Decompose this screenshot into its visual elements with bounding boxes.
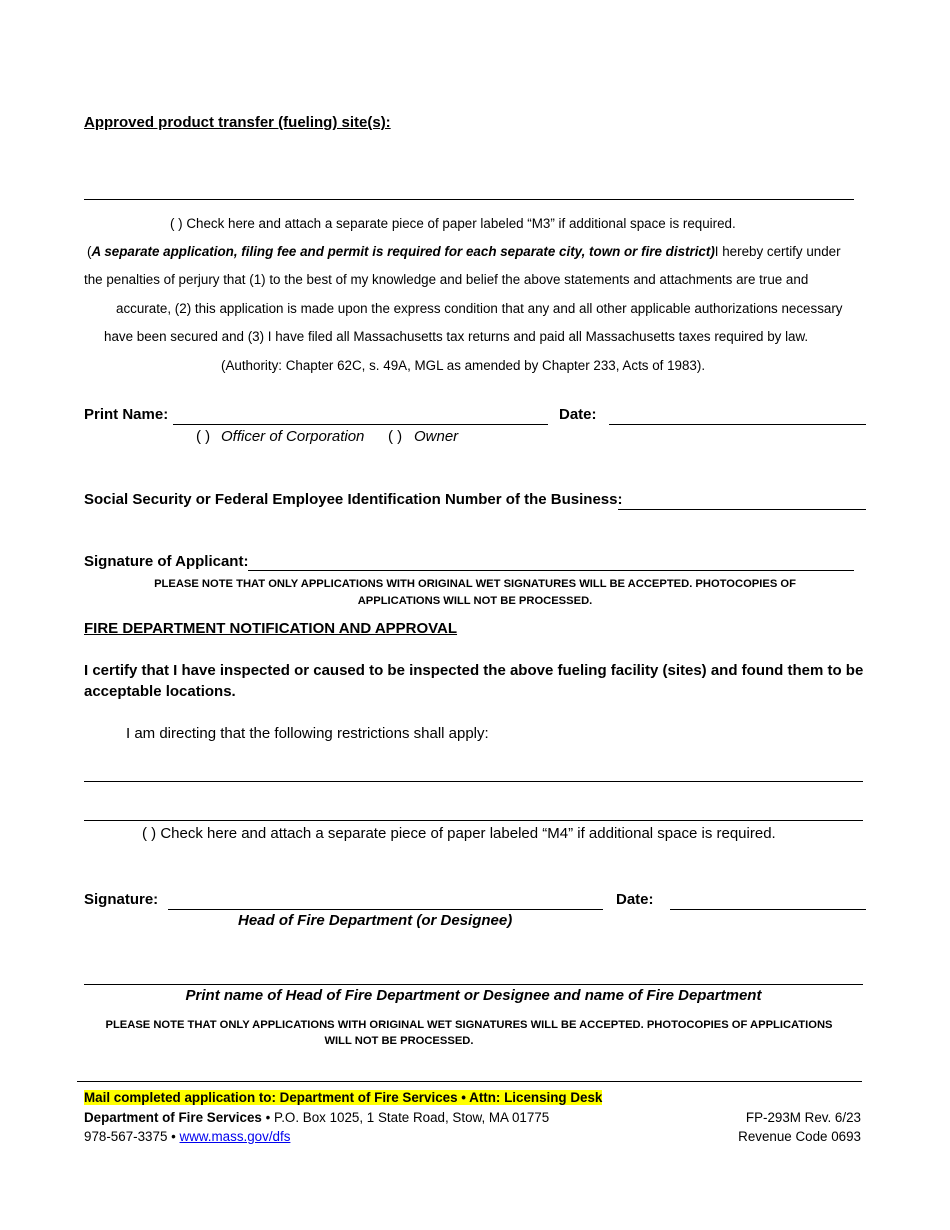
head-fire-dept-caption: Head of Fire Department (or Designee) bbox=[238, 912, 513, 929]
dept-name: Department of Fire Services bbox=[84, 1110, 262, 1125]
ssn-field[interactable] bbox=[618, 509, 866, 510]
applicant-date-field[interactable] bbox=[609, 424, 866, 425]
mail-to-banner: Mail completed application to: Department of Fire Services • Attn: Licensing Desk bbox=[84, 1090, 603, 1105]
fire-signature-label: Signature: bbox=[84, 891, 159, 908]
fire-date-label: Date: bbox=[616, 891, 654, 908]
footer-divider bbox=[77, 1081, 862, 1082]
certify-line-4: have been secured and (3) I have filed all Massachusetts tax returns and paid all Massachusetts taxes required by law. bbox=[104, 329, 809, 344]
fire-notice-line-1: PLEASE NOTE THAT ONLY APPLICATIONS WITH ORIGINAL WET SIGNATURES WILL BE ACCEPTED. PHOTOCOPIES OF APPLICATIONS bbox=[105, 1019, 833, 1031]
applicant-notice-line-1: PLEASE NOTE THAT ONLY APPLICATIONS WITH ORIGINAL WET SIGNATURES WILL BE ACCEPTED. PHOTOCOPIES OF bbox=[154, 578, 796, 590]
applicant-date-label: Date: bbox=[559, 406, 597, 423]
owner-label: Owner bbox=[414, 428, 459, 445]
sites-heading: Approved product transfer (fueling) site(s): bbox=[84, 114, 391, 131]
certify-line1-rest: I hereby certify under bbox=[714, 244, 841, 259]
sites-entry-line[interactable] bbox=[84, 199, 854, 200]
restrictions-text: I am directing that the following restrictions shall apply: bbox=[126, 725, 489, 742]
fire-dept-heading: FIRE DEPARTMENT NOTIFICATION AND APPROVAL bbox=[84, 620, 458, 637]
checkbox-m4-text[interactable]: ( ) Check here and attach a separate piece of paper labeled “M4” if additional space is required. bbox=[142, 825, 776, 842]
fire-certify-line-2: acceptable locations. bbox=[84, 683, 236, 700]
fire-signature-field[interactable] bbox=[168, 909, 603, 910]
checkbox-m3-text[interactable]: ( ) Check here and attach a separate piece of paper labeled “M3” if additional space is required. bbox=[170, 216, 736, 231]
restrictions-line-1[interactable] bbox=[84, 781, 863, 782]
footer-address-line bbox=[84, 1110, 549, 1125]
print-name-field[interactable] bbox=[173, 424, 548, 425]
restrictions-line-2[interactable] bbox=[84, 820, 863, 821]
form-number: FP-293M Rev. 6/23 bbox=[745, 1110, 861, 1125]
owner-checkbox[interactable]: ( ) bbox=[388, 428, 403, 445]
dept-website-link[interactable]: www.mass.gov/dfs bbox=[179, 1129, 291, 1144]
applicant-notice-line-2: APPLICATIONS WILL NOT BE PROCESSED. bbox=[357, 595, 593, 607]
fire-print-name-caption: Print name of Head of Fire Department or Designee and name of Fire Department bbox=[185, 987, 762, 1004]
separate-app-emphasis: A separate application, filing fee and permit is required for each separate city, town or fire district) bbox=[91, 244, 715, 259]
separate-app-paren: ( bbox=[87, 244, 92, 259]
fire-date-field[interactable] bbox=[670, 909, 866, 910]
applicant-signature-label: Signature of Applicant: bbox=[84, 553, 249, 570]
revenue-code: Revenue Code 0693 bbox=[738, 1129, 861, 1144]
fire-certify-line-1: I certify that I have inspected or caused to be inspected the above fueling facility (sites) and found them to be bbox=[84, 662, 864, 679]
footer-contact-line bbox=[84, 1129, 290, 1144]
certify-line-1 bbox=[87, 244, 841, 259]
fire-notice-line-2: WILL NOT BE PROCESSED. bbox=[324, 1035, 474, 1047]
officer-label: Officer of Corporation bbox=[221, 428, 365, 445]
fire-print-name-field[interactable] bbox=[84, 984, 863, 985]
ssn-label: Social Security or Federal Employee Identification Number of the Business: bbox=[84, 491, 623, 508]
officer-checkbox[interactable]: ( ) bbox=[196, 428, 211, 445]
authority-citation: (Authority: Chapter 62C, s. 49A, MGL as amended by Chapter 233, Acts of 1983). bbox=[221, 358, 706, 373]
certify-line-3: accurate, (2) this application is made upon the express condition that any and all other applicable authorizations necessary bbox=[116, 301, 843, 316]
dept-address: • P.O. Box 1025, 1 State Road, Stow, MA 01775 bbox=[261, 1110, 550, 1125]
print-name-label: Print Name: bbox=[84, 406, 169, 423]
applicant-signature-field[interactable] bbox=[248, 570, 854, 571]
dept-phone: 978-567-3375 • bbox=[84, 1129, 180, 1144]
certify-line-2: the penalties of perjury that (1) to the best of my knowledge and belief the above statements and attachments are true and bbox=[84, 272, 809, 287]
